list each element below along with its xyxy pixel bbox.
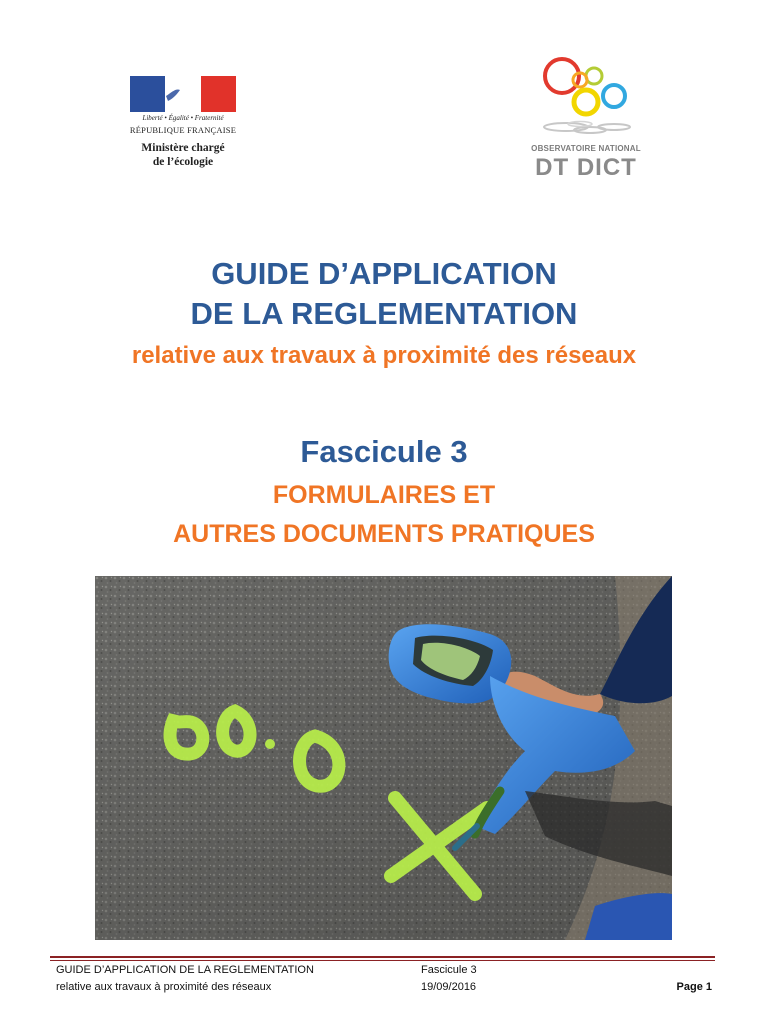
footer-fascicule: Fascicule 3 xyxy=(421,964,477,976)
republic-name: RÉPUBLIQUE FRANÇAISE xyxy=(129,125,237,135)
cover-photo xyxy=(95,576,672,940)
marianne-profile-icon xyxy=(162,76,204,112)
observatoire-label: OBSERVATOIRE NATIONAL xyxy=(531,144,641,153)
footer-page-number: Page 1 xyxy=(676,981,712,993)
detector-marking-illustration xyxy=(95,576,672,940)
guide-title-line2: DE LA REGLEMENTATION xyxy=(190,296,578,331)
republic-motto: Liberté • Égalité • Fraternité xyxy=(142,114,224,122)
guide-subtitle: relative aux travaux à proximité des réseaux xyxy=(131,342,637,369)
colored-circles-icon xyxy=(526,54,646,144)
ministry-line1: Ministère chargé xyxy=(141,142,225,154)
footer-date: 19/09/2016 xyxy=(421,981,477,993)
dt-dict-label: DT DICT xyxy=(535,154,637,181)
fascicule-title-line2: AUTRES DOCUMENTS PRATIQUES xyxy=(173,520,595,548)
footer-rule-top xyxy=(50,956,715,958)
footer-guide-title: GUIDE D’APPLICATION DE LA REGLEMENTATION xyxy=(56,964,314,976)
footer-guide-subtitle: relative aux travaux à proximité des réseaux xyxy=(56,981,272,993)
fascicule-title-line1: FORMULAIRES ET xyxy=(272,481,496,509)
ministry-line2: de l’écologie xyxy=(152,156,214,168)
dt-dict-logo xyxy=(526,54,646,186)
republique-francaise-logo xyxy=(128,74,238,184)
fascicule-number: Fascicule 3 xyxy=(300,434,468,469)
footer-rule-bottom xyxy=(50,960,715,961)
guide-title-line1: GUIDE D’APPLICATION xyxy=(211,256,557,291)
